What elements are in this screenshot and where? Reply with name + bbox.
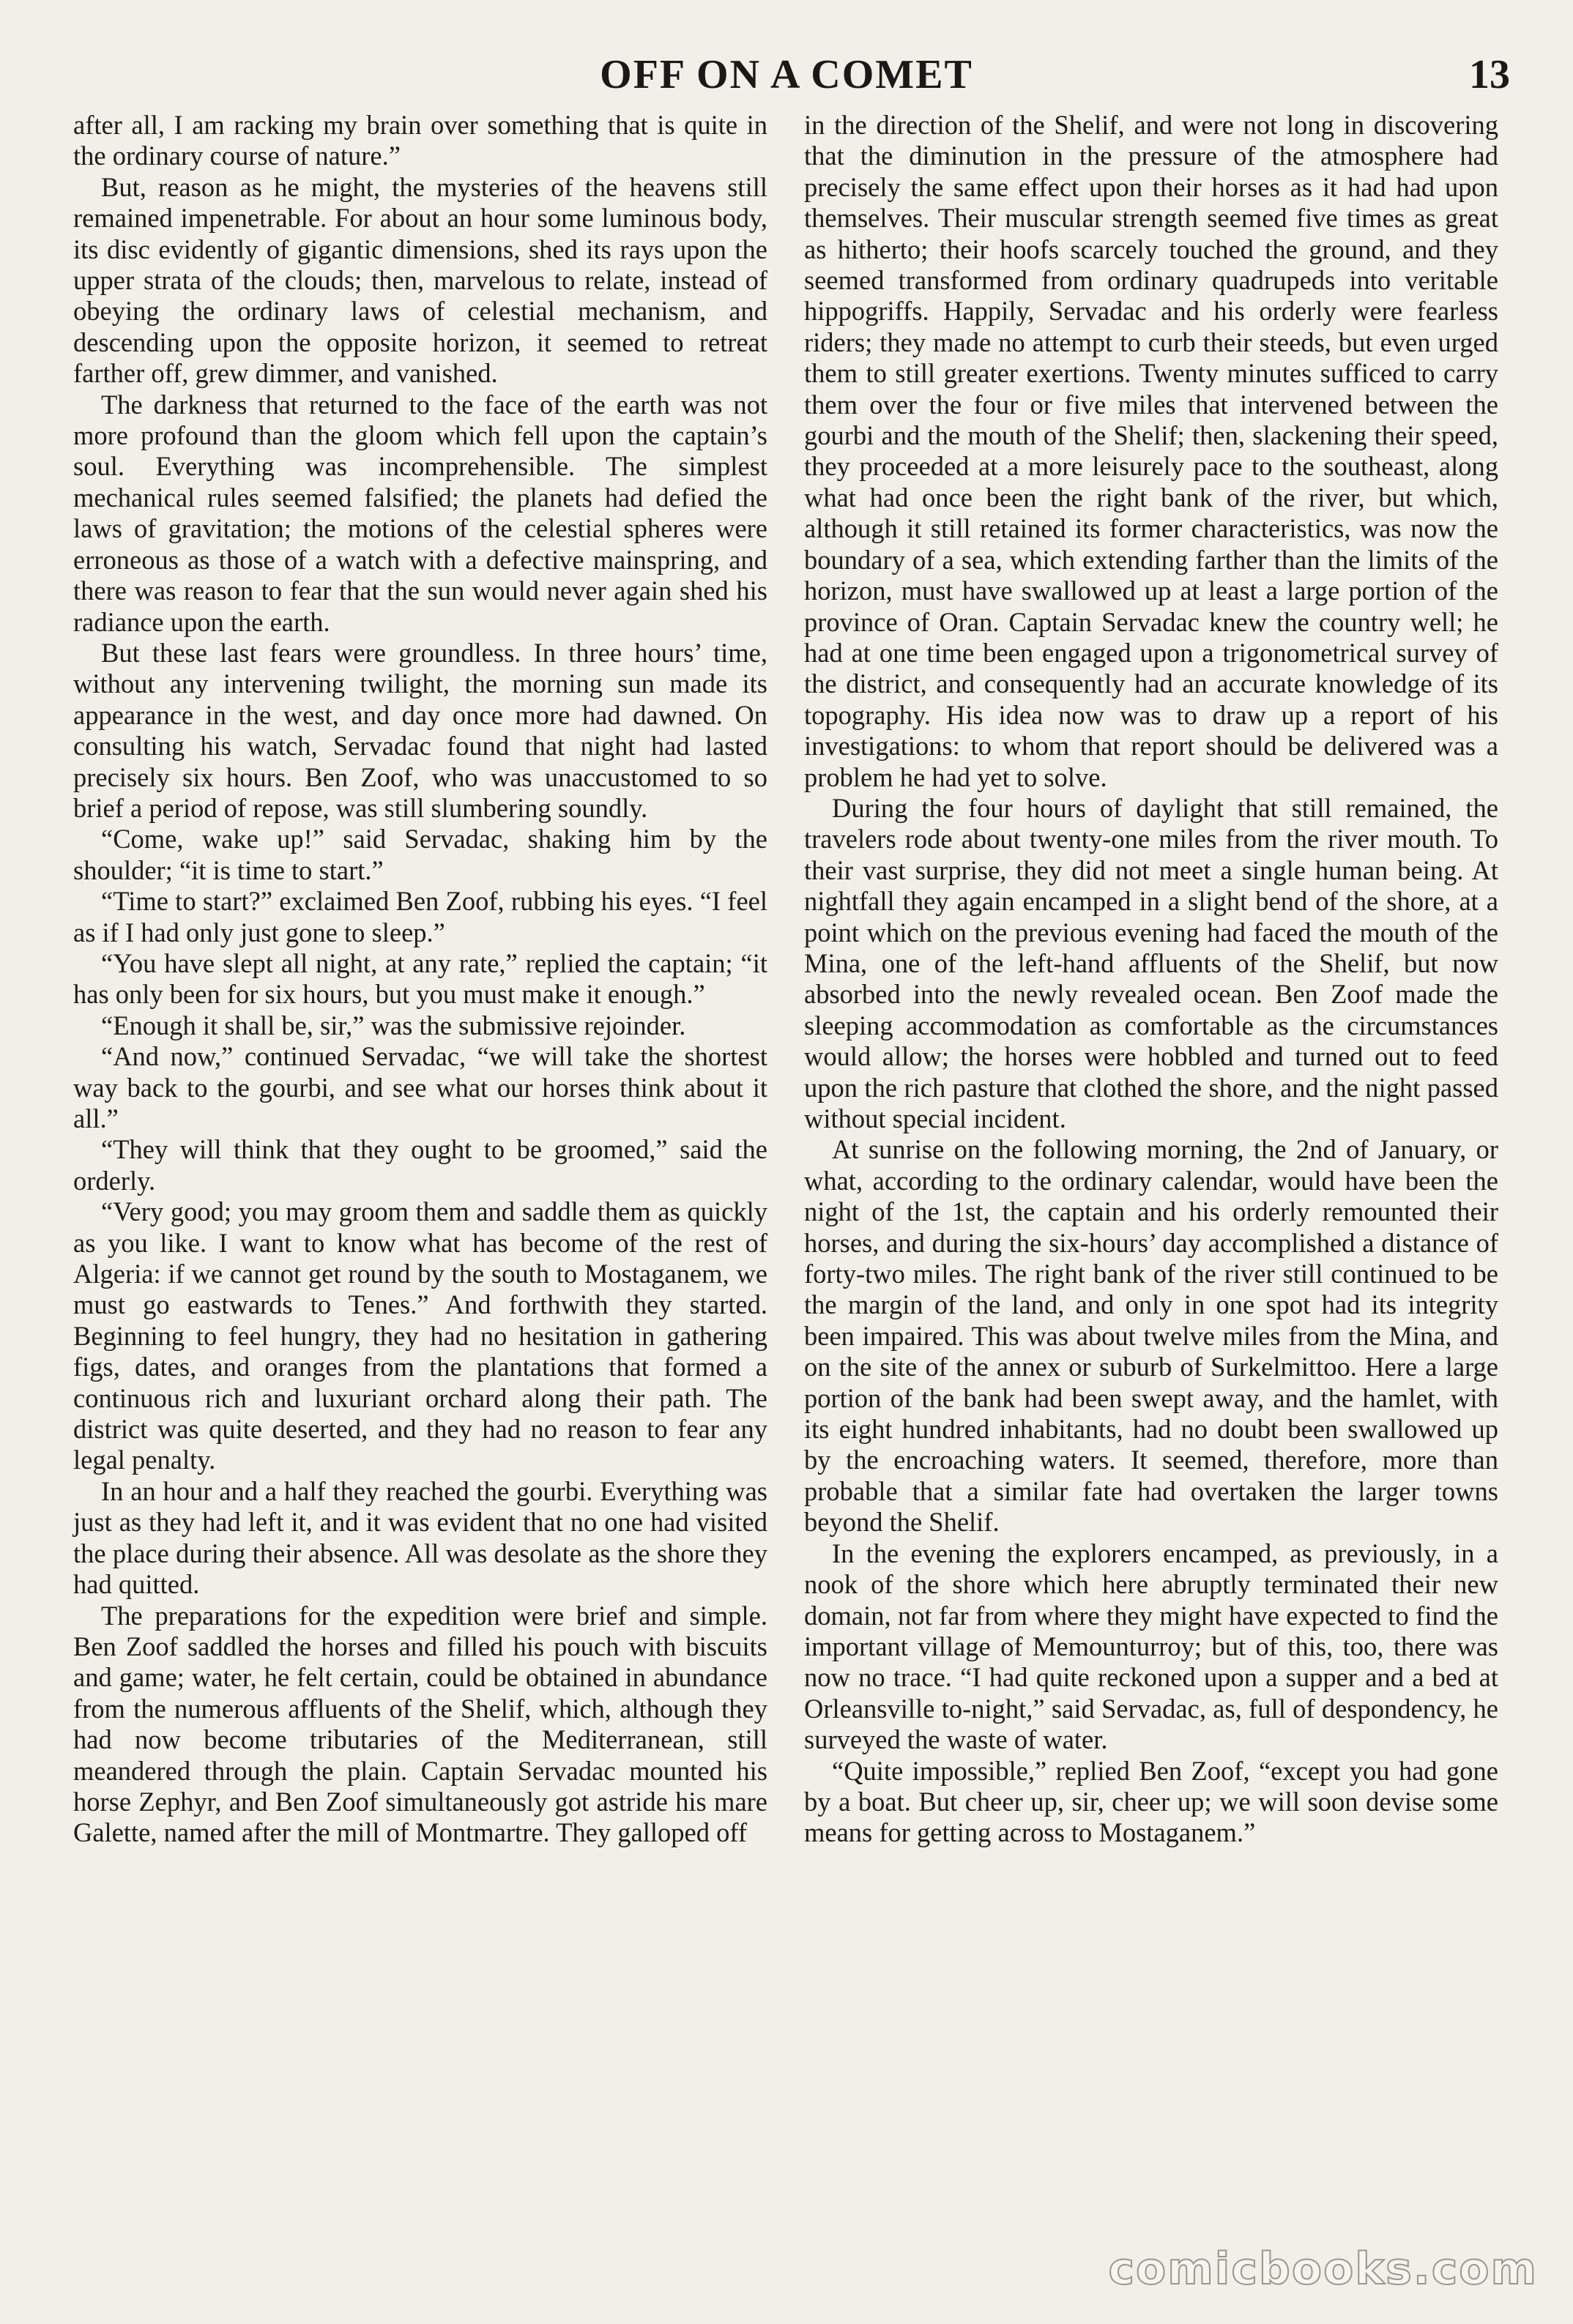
watermark: comicbooks.com: [1108, 2243, 1538, 2295]
paragraph: after all, I am racking my brain over something that is quite in the ordinary course of nature.”: [73, 110, 767, 171]
paragraph: “They will think that they ought to be groomed,” said the orderly.: [73, 1134, 767, 1196]
paragraph: “Time to start?” exclaimed Ben Zoof, rubbing his eyes. “I feel as if I had only just gone to sleep.”: [73, 886, 767, 947]
paragraph: In the evening the explorers encamped, as previously, in a nook of the shore which here abruptly terminated their new domain, not far from where they might have expected to find the important village of Memounturroy; but of this, too, there was now no trace. “I had quite reckoned upon a supper and a bed at Orleansville to-night,” said Servadac, as, full of despondency, he surveyed the waste of water.: [804, 1538, 1498, 1755]
paragraph: At sunrise on the following morning, the 2nd of January, or what, according to the ordinary calendar, would have been the night of the 1st, the captain and his orderly remounted their horses, and during the six-hours’ day accomplished a distance of forty-two miles. The right bank of the river still continued to be the margin of the land, and only in one spot had its integrity been impaired. This was about twelve miles from the Mina, and on the site of the annex or suburb of Surkelmittoo. Here a large portion of the bank had been swept away, and the hamlet, with its eight hundred inhabitants, had no doubt been swallowed up by the encroaching waters. It seemed, therefore, more than probable that a similar fate had overtaken the larger towns beyond the Shelif.: [804, 1134, 1498, 1538]
paragraph: “Very good; you may groom them and saddle them as quickly as you like. I want to know what has become of the rest of Algeria: if we cannot get round by the south to Mostaganem, we must go eastwards to Tenes.” And forthwith they started. Beginning to feel hungry, they had no hesitation in gathering figs, dates, and oranges from the plantations that formed a continuous rich and luxuriant orchard along their path. The district was quite deserted, and they had no reason to fear any legal penalty.: [73, 1196, 767, 1475]
paragraph: In an hour and a half they reached the gourbi. Everything was just as they had left it, and it was evident that no one had visited the place during their absence. All was desolate as the shore they had quitted.: [73, 1475, 767, 1600]
right-column: [804, 110, 1498, 1849]
running-head: [0, 51, 1573, 103]
paragraph: During the four hours of daylight that still remained, the travelers rode about twenty-one miles from the river mouth. To their vast surprise, they did not meet a single human being. At nightfall they again encamped in a slight bend of the shore, at a point which on the previous evening had faced the mouth of the Mina, one of the left-hand affluents of the Shelif, but now absorbed into the newly revealed ocean. Ben Zoof made the sleeping accommodation as comfortable as the circumstances would allow; the horses were hobbled and turned out to feed upon the rich pasture that clothed the shore, and the night passed without special incident.: [804, 792, 1498, 1133]
paragraph: “Come, wake up!” said Servadac, shaking him by the shoulder; “it is time to start.”: [73, 824, 767, 885]
page-title: OFF ON A COMET: [600, 52, 973, 97]
paragraph: “You have slept all night, at any rate,” replied the captain; “it has only been for six hours, but you must make it enough.”: [73, 947, 767, 1010]
paragraph: “Enough it shall be, sir,” was the submissive rejoinder.: [101, 1010, 686, 1040]
paragraph: The preparations for the expedition were brief and simple. Ben Zoof saddled the horses and filled his pouch with biscuits and game; water, he felt certain, could be obtained in abundance from the numerous affluents of the Shelif, which, although they had now become tributaries of the Mediterranean, still meandered through the plain. Captain Servadac mounted his horse Zephyr, and Ben Zoof simultaneously got astride his mare Galette, named after the mill of Montmartre. They galloped off: [73, 1600, 767, 1848]
paragraph: “And now,” continued Servadac, “we will take the shortest way back to the gourbi, and see what our horses think about it all.”: [73, 1041, 767, 1133]
left-column: [73, 110, 767, 1849]
page-number: 13: [1469, 52, 1510, 97]
paragraph: in the direction of the Shelif, and were not long in discovering that the diminution in the pressure of the atmosphere had precisely the same effect upon their horses as it had had upon themselves. Their muscular strength seemed five times as great as hitherto; their hoofs scarcely touched the ground, and they seemed transformed from ordinary quadrupeds into veritable hippogriffs. Happily, Servadac and his orderly were fearless riders; they made no attempt to curb their steeds, but even urged them to still greater exertions. Twenty minutes sufficed to carry them over the four or five miles that intervened between the gourbi and the mouth of the Shelif; then, slackening their speed, they proceeded at a more leisurely pace to the southeast, along what had once been the right bank of the river, but which, although it still retained its former characteristics, was now the boundary of a sea, which extending farther than the limits of the horizon, must have swallowed up at least a large portion of the province of Oran. Captain Servadac knew the country well; he had at one time been engaged upon a trigonometrical survey of the district, and consequently had an accurate knowledge of its topography. His idea now was to draw up a report of his investigations: to whom that report should be delivered was a problem he had yet to solve.: [804, 110, 1498, 792]
paragraph: “Quite impossible,” replied Ben Zoof, “except you had gone by a boat. But cheer up, sir, cheer up; we will soon devise some means for getting across to Mostaganem.”: [804, 1755, 1498, 1848]
paragraph: But, reason as he might, the mysteries of the heavens still remained impenetrable. For about an hour some luminous body, its disc evidently of gigantic dimensions, shed its rays upon the upper strata of the clouds; then, marvelous to relate, instead of obeying the ordinary laws of celestial mechanism, and descending upon the opposite horizon, it seemed to retreat farther off, grew dimmer, and vanished.: [73, 171, 767, 389]
paragraph: But these last fears were groundless. In three hours’ time, without any intervening twilight, the morning sun made its appearance in the west, and day once more had dawned. On consulting his watch, Servadac found that night had lasted precisely six hours. Ben Zoof, who was unaccustomed to so brief a period of repose, was still slumbering soundly.: [73, 637, 767, 823]
paragraph: The darkness that returned to the face of the earth was not more profound than the gloom which fell upon the captain’s soul. Everything was incomprehensible. The simplest mechanical rules seemed falsified; the planets had defied the laws of gravitation; the motions of the celestial spheres were erroneous as those of a watch with a defective mainspring, and there was reason to fear that the sun would never again shed his radiance upon the earth.: [73, 389, 767, 637]
